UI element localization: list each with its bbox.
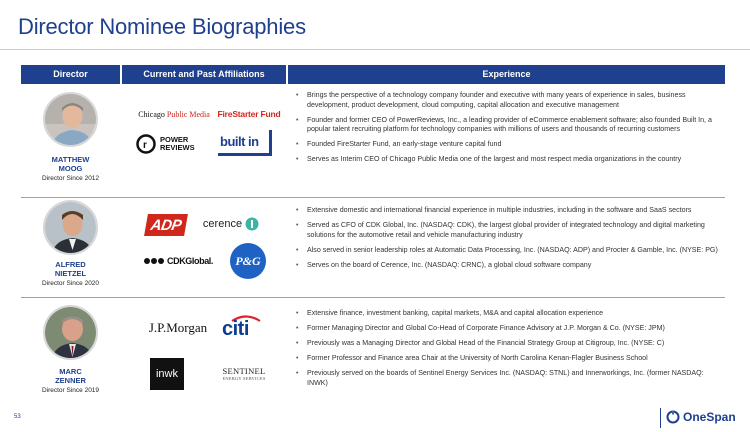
director-name-zenner <box>21 367 120 385</box>
director-first-name: ALFRED <box>55 260 86 269</box>
onespan-text: OneSpan <box>683 410 736 424</box>
list-item: • Former Managing Director and Global Co-Head of Corporate Finance Advisory at J.P. Morgan & Co. (NYSE: JPM) <box>296 324 724 334</box>
sentinel-text-a: SENTINEL <box>222 365 266 376</box>
svg-text:r: r <box>143 140 147 151</box>
director-last-name: MOOG <box>58 164 83 173</box>
powerreviews-text-b: REVIEWS <box>160 143 195 152</box>
cerence-logo <box>198 215 264 233</box>
header-experience: Experience <box>288 65 725 84</box>
header-director: Director <box>21 65 120 84</box>
sentinel-logo <box>214 362 274 384</box>
experience-list-zenner <box>296 309 724 394</box>
list-item: • Brings the perspective of a technology company founder and executive with many years of experience in sales, business development, product development, cloud computing, capital allocation and executive management <box>296 91 724 110</box>
jpmorgan-text: J.P.Morgan <box>148 320 208 335</box>
adp-logo <box>144 214 188 236</box>
inwk-logo <box>150 358 184 390</box>
director-since: Director Since 2019 <box>41 387 100 394</box>
director-photo-moog <box>43 92 98 147</box>
cerence-text: cerence <box>202 218 243 230</box>
director-last-name: NIETZEL <box>54 269 87 278</box>
director-since: Director Since 2020 <box>41 280 100 287</box>
citi-logo <box>220 312 264 342</box>
director-first-name: MARC <box>59 367 82 376</box>
powerreviews-text-a: POWER <box>160 135 189 144</box>
cpm-text-a: Chicago <box>138 109 165 119</box>
firestarter-fund-logo <box>216 106 282 122</box>
footer-divider <box>660 408 661 428</box>
director-since: Director Since 2012 <box>41 175 100 182</box>
builtin-logo <box>218 130 272 156</box>
chicago-public-media-logo <box>134 106 214 122</box>
cerence-mark-icon <box>245 217 259 231</box>
jpmorgan-logo <box>140 319 216 337</box>
pg-text: P&G <box>235 253 261 268</box>
director-name-nietzel <box>21 260 120 278</box>
list-item: • Founder and former CEO of PowerReviews, Inc., a leading provider of eCommerce enablement software; also founded Built In, a popular talent recruiting platform for technology companies with millions of users and thousands of recurring customers <box>296 116 724 135</box>
list-item: • Extensive finance, investment banking, capital markets, M&A and capital allocation experience <box>296 309 724 319</box>
cdk-text: CDKGlobal. <box>167 256 214 266</box>
powerreviews-icon <box>136 134 156 154</box>
list-item: • Founded FireStarter Fund, an early-stage venture capital fund <box>296 140 724 150</box>
list-item: • Extensive domestic and international financial experience in multiple industries, including in the software and SaaS sectors <box>296 206 724 216</box>
onespan-logo <box>666 410 736 424</box>
sentinel-text-b: ENERGY SERVICES <box>222 375 266 381</box>
director-first-name: MATTHEW <box>51 155 90 164</box>
list-item: • Previously served on the boards of Sentinel Energy Services Inc. (NASDAQ: STNL) and Innerworkings, Inc. (former NASDAQ: INWK) <box>296 369 724 388</box>
title-divider <box>0 49 750 50</box>
list-item: • Former Professor and Finance area Chair at the University of North Carolina Kenan-Flagler Business School <box>296 354 724 364</box>
director-last-name: ZENNER <box>55 376 86 385</box>
row-divider <box>21 197 725 198</box>
director-photo-zenner <box>43 305 98 360</box>
page-title: Director Nominee Biographies <box>18 14 306 39</box>
powerreviews-logo <box>136 132 204 156</box>
cpm-text-b: Public Media <box>166 109 210 119</box>
director-name-moog <box>21 155 120 173</box>
list-item: • Serves as Interim CEO of Chicago Public Media one of the largest and most respect media organizations in the country <box>296 155 724 165</box>
director-photo-nietzel <box>43 200 98 255</box>
page-number: 53 <box>14 414 21 420</box>
adp-text: ADP <box>149 216 183 234</box>
list-item: • Served as CFO of CDK Global, Inc. (NASDAQ: CDK), the largest global provider of integrated technology and digital marketing solutions for the automotive retail and vehicle manufacturing industry <box>296 221 724 240</box>
onespan-mark-icon <box>666 410 680 424</box>
experience-list-nietzel <box>296 206 724 276</box>
cdk-dots-icon <box>144 257 166 265</box>
firestarter-text: FireStarter Fund <box>217 109 281 119</box>
row-divider <box>21 297 725 298</box>
pg-logo <box>230 243 266 279</box>
list-item: • Serves on the board of Cerence, Inc. (NASDAQ: CRNC), a global cloud software company <box>296 261 724 271</box>
inwk-text: inwk <box>155 368 178 380</box>
cdk-global-logo <box>144 253 218 269</box>
builtin-text: built in <box>220 134 259 149</box>
experience-list-moog <box>296 91 724 170</box>
citi-text: citi <box>222 318 249 340</box>
list-item: • Also served in senior leadership roles at Automatic Data Processing, Inc. (NASDAQ: ADP) and Procter & Gamble, Inc. (NYSE: PG) <box>296 246 724 256</box>
list-item: • Previously was a Managing Director and Global Head of the Financial Strategy Group at Citigroup, Inc. (NYSE: C) <box>296 339 724 349</box>
header-affiliations: Current and Past Affiliations <box>122 65 286 84</box>
